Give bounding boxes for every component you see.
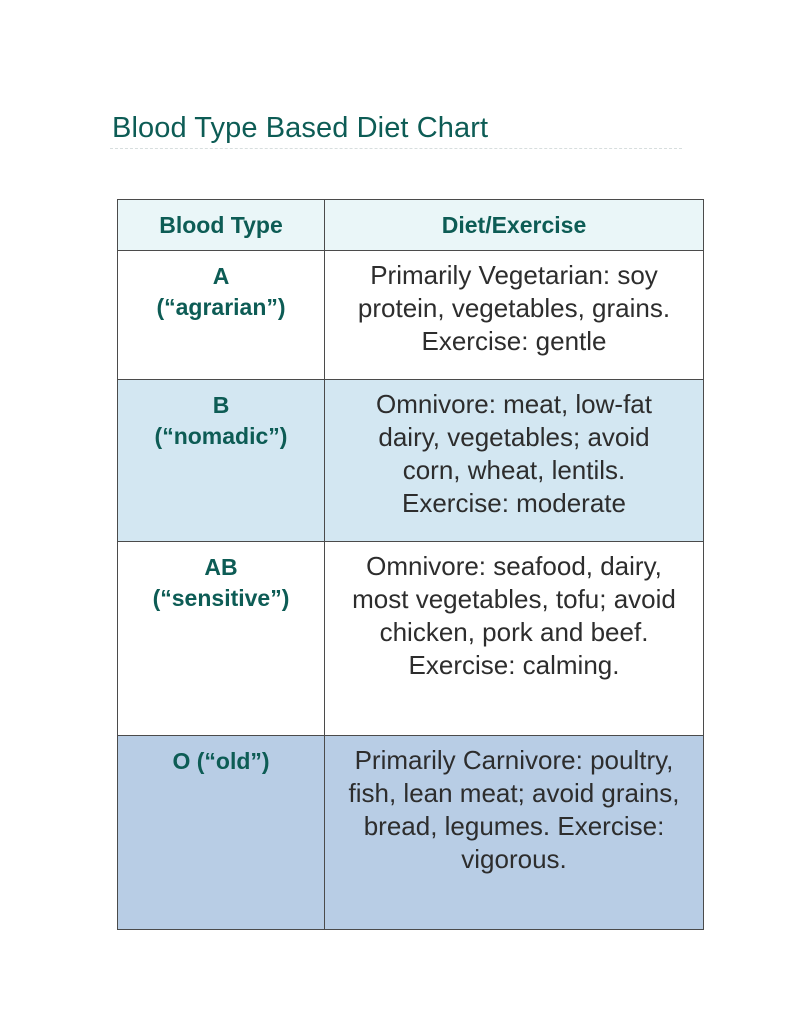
blood-type-nickname: (“nomadic”) (154, 423, 288, 449)
table-row (118, 380, 704, 542)
diet-cell: Primarily Vegetarian: soy protein, vegetables, grains. Exercise: gentle (325, 251, 704, 380)
blood-type-cell (118, 736, 325, 930)
blood-type-nickname: (“agrarian”) (156, 294, 286, 320)
table-header-row (118, 200, 704, 251)
diet-table (117, 199, 704, 930)
diet-cell: Primarily Carnivore: poultry, fish, lean meat; avoid grains, bread, legumes. Exercise: vigorous. (325, 736, 704, 930)
table-row (118, 542, 704, 736)
header-blood-type: Blood Type (118, 200, 325, 251)
title-divider (110, 148, 682, 149)
table-row (118, 736, 704, 930)
blood-type-label: B (212, 392, 230, 418)
blood-type-cell (118, 380, 325, 542)
blood-type-label: O (“old”) (172, 748, 270, 774)
blood-type-label: AB (204, 554, 238, 580)
diet-cell: Omnivore: seafood, dairy, most vegetables, tofu; avoid chicken, pork and beef. Exercise: calming. (325, 542, 704, 736)
table-row (118, 251, 704, 380)
blood-type-label: A (212, 263, 230, 289)
page-title: Blood Type Based Diet Chart (112, 112, 489, 144)
blood-type-nickname: (“sensitive”) (152, 585, 290, 611)
blood-type-cell (118, 542, 325, 736)
diet-cell: Omnivore: meat, low-fat dairy, vegetables; avoid corn, wheat, lentils. Exercise: moderate (325, 380, 704, 542)
header-diet-exercise: Diet/Exercise (325, 200, 704, 251)
blood-type-cell (118, 251, 325, 380)
